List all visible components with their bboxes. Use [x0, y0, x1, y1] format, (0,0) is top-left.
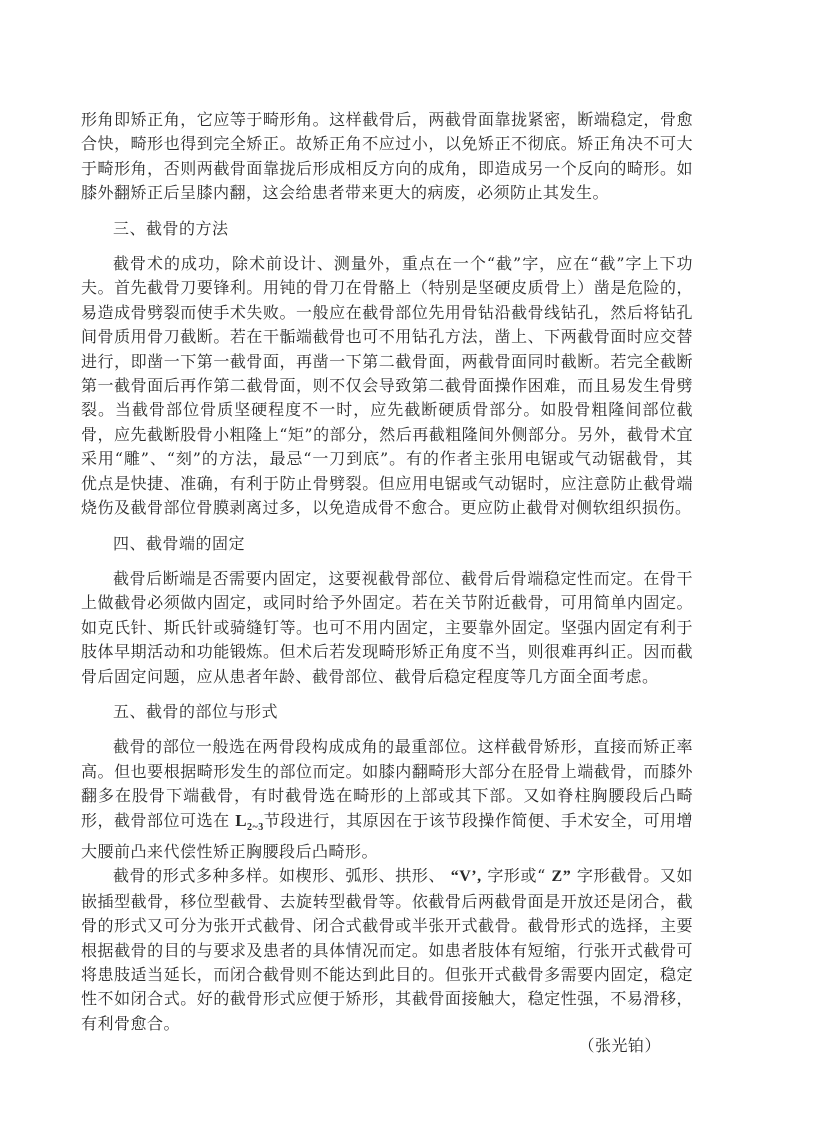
paragraph-osteotomy-site: [81, 735, 693, 864]
z-shape-label: Z”: [551, 868, 572, 886]
text-segment: 截骨的形式多种多样。如楔形、弧形、拱形、: [113, 866, 451, 886]
text-segment: 截骨的部位一般选在两骨段构成成角的最重部位。这样截骨矫形，直接而矫正率高。但也要根据畸形发生的部位而定。如膝内翻畸形大部分在胫骨上端截骨，而膝外翻多在股骨下端截骨，有时截骨选在畸形的上部或其下部。又如脊柱胸腰段后凸畸形，截骨部位可选在: [81, 737, 693, 830]
section-heading-osteotomy-method: 三、截骨的方法: [113, 218, 229, 238]
section-heading-site-and-form: 五、截骨的部位与形式: [113, 701, 279, 721]
vertebra-label: [235, 810, 264, 833]
paragraph-fixation: 截骨后断端是否需要内固定，这要视截骨部位、截骨后骨端稳定性而定。在骨干上做截骨必须做内固定，或同时给予外固定。若在关节附近截骨，可用简单内固定。如克氏针、斯氏针或骑缝钉等。也可不用内固定，主要靠外固定。坚强内固定有利于肢体早期活动和功能锻炼。但术后若发现畸形矫正角度不当，则很难再纠正。因而截骨后固定问题，应从患者年龄、截骨部位、截骨后稳定程度等几方面全面考虑。: [81, 568, 693, 686]
author-signature: （张光铂）: [578, 1036, 661, 1056]
text-segment: 节段进行，其原因在于该节段操作简便、手术安全，可用增大腰前凸来代偿性矫正胸腰段后凸畸形。: [81, 810, 693, 861]
text-segment: 字形截骨。又如嵌插型截骨，移位型截骨、去旋转型截骨等。依截骨后两截骨面是开放还是闭合，截骨的形式又可分为张开式截骨、闭合式截骨或半张开式截骨。截骨形式的选择，主要根据截骨的目的与要求及患者的具体情况而定。如患者肢体有短缩，行张开式截骨可将患肢适当延长，而闭合截骨则不能达到此目的。但张开式截骨多需要内固定，稳定性不如闭合式。好的截骨形式应便于矫形，其截骨面接触大，稳定性强，不易滑移，有利骨愈合。: [81, 866, 693, 1033]
text-segment: 字形或“: [481, 866, 552, 886]
vertebra-letter: L: [235, 810, 248, 830]
paragraph-correction-angle: 形角即矫正角，它应等于畸形角。这样截骨后，两截骨面靠拢紧密，断端稳定，骨愈合快，畸形也得到完全矫正。故矫正角不应过小，以免矫正不彻底。矫正角决不可大于畸形角，否则两截骨面靠拢后形成相反方向的成角，即造成另一个反向的畸形。如膝外翻矫正后呈膝内翻，这会给患者带来更大的病废，必须防止其发生。: [81, 110, 693, 203]
v-shape-label: “V’,: [450, 868, 482, 886]
section-heading-fixation: 四、截骨端的固定: [113, 533, 246, 553]
document-page: [81, 108, 693, 1059]
paragraph-osteotomy-form: [81, 864, 693, 1036]
paragraph-osteotomy-method: 截骨术的成功，除术前设计、测量外，重点在一个“截”字，应在“截”字上下功夫。首先截骨刀要锋利。用钝的骨刀在骨骼上（特别是坚硬皮质骨上）凿是危险的，易造成骨劈裂而使手术失败。一般应在截骨部位先用骨钻沿截骨线钻孔，然后将钻孔间骨质用骨刀截断。若在干骺端截骨也可不用钻孔方法，凿上、下两截骨面时应交替进行，即凿一下第一截骨面，再凿一下第二截骨面，两截骨面同时截断。若完全截断第一截骨面后再作第二截骨面，则不仅会导致第二截骨面操作困难，而且易发生骨劈裂。当截骨部位骨质坚硬程度不一时，应先截断硬质骨部分。如股骨粗隆间部位截骨，应先截断股骨小粗隆上“矩”的部分，然后再截粗隆间外侧部分。另外，截骨术宜采用“雕”、“刻”的方法，最忌“一刀到底”。有的作者主张用电锯或气动锯截骨，其优点是快捷、准确，有利于防止骨劈裂。但应用电锯或气动锯时，应注意防止截骨端烧伤及截骨部位骨膜剥离过多，以免造成骨不愈合。更应防止截骨对侧软组织损伤。: [81, 254, 693, 518]
vertebra-range: 2~3: [247, 821, 264, 833]
